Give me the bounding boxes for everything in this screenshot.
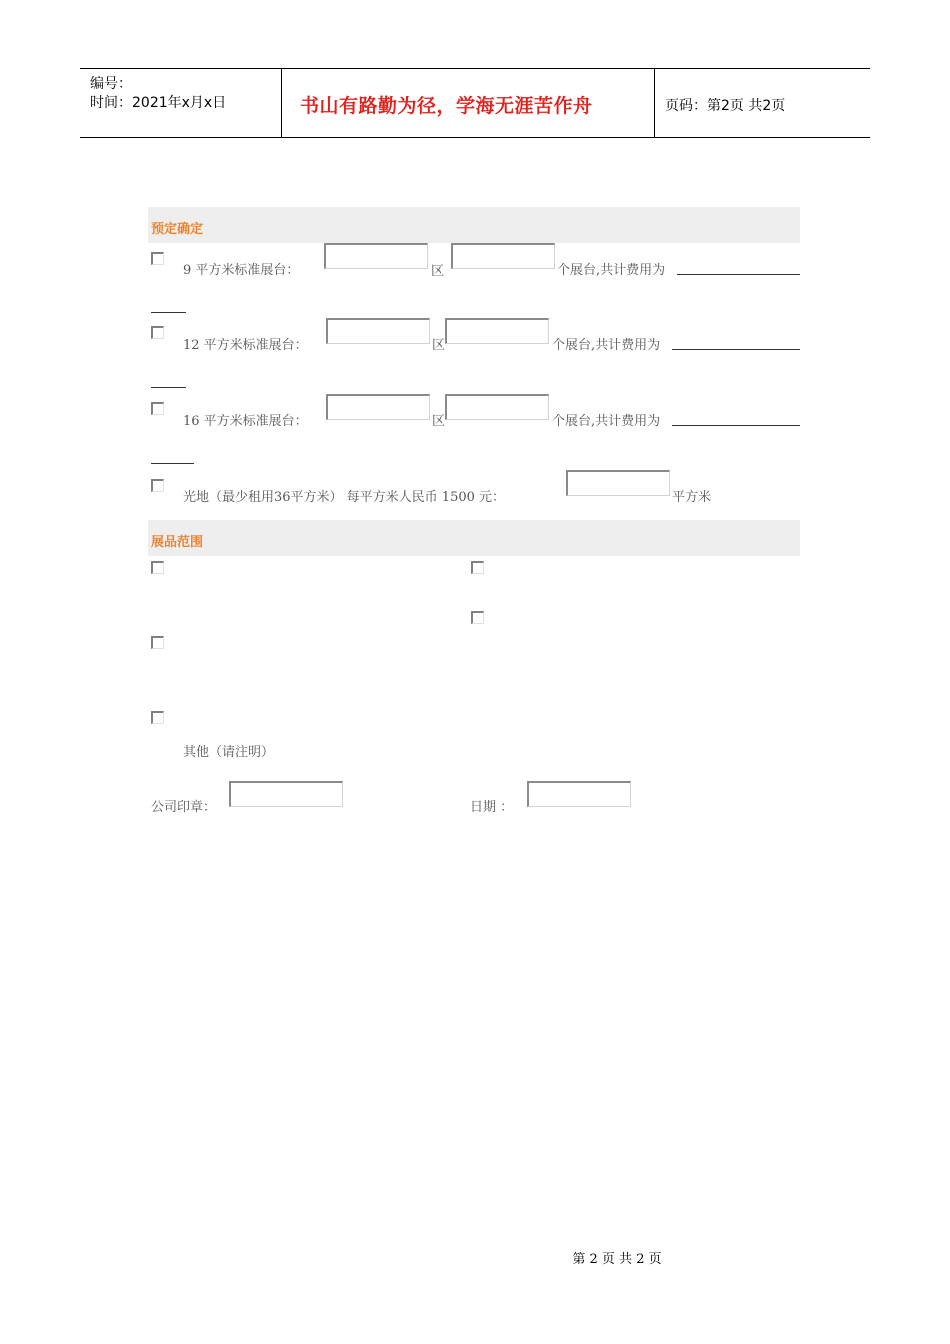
booth-12sqm-count-input[interactable] <box>445 318 549 344</box>
exhibit-option-checkbox[interactable] <box>471 561 484 574</box>
booth-12sqm-checkbox[interactable] <box>151 326 164 339</box>
page-footer <box>0 1248 950 1267</box>
company-seal-input[interactable] <box>229 781 343 807</box>
booking-section-title: 预定确定 <box>151 222 204 237</box>
exhibit-option-checkbox[interactable] <box>471 611 484 624</box>
booth-9sqm-fee-line-cont <box>151 312 186 313</box>
booth-9sqm-zone-input[interactable] <box>324 243 428 269</box>
booth-9sqm-suffix: 个展台,共计费用为 <box>557 263 666 278</box>
exhibit-other-label: 其他（请注明） <box>183 745 275 760</box>
page-header <box>80 68 870 138</box>
exhibit-other-checkbox[interactable] <box>151 711 164 724</box>
booth-9sqm-fee-line[interactable] <box>677 274 800 275</box>
raw-space-unit: 平方米 <box>672 490 712 505</box>
exhibit-option-checkbox[interactable] <box>151 636 164 649</box>
page-number-label: 页码：第2页 共2页 <box>665 98 786 114</box>
booking-section-header <box>148 207 800 243</box>
booth-16sqm-suffix: 个展台,共计费用为 <box>552 414 661 429</box>
header-motto-cell <box>282 69 655 137</box>
header-page-cell <box>655 69 870 137</box>
raw-space-label: 光地（最少租用36平方米） 每平方米人民币 1500 元： <box>183 490 506 505</box>
exhibit-option-checkbox[interactable] <box>151 561 164 574</box>
booth-12sqm-fee-line[interactable] <box>672 349 800 350</box>
booth-12sqm-zone-input[interactable] <box>326 318 430 344</box>
booth-12sqm-zone-label: 区 <box>432 338 446 353</box>
raw-space-area-input[interactable] <box>566 470 670 496</box>
exhibits-section-title: 展品范围 <box>151 535 204 550</box>
number-label: 编号： <box>90 76 132 92</box>
booth-9sqm-zone-label: 区 <box>431 264 445 279</box>
header-info-cell <box>80 69 282 137</box>
footer-page-number: 第 2 页 共 2 页 <box>572 1252 662 1267</box>
booth-12sqm-label: 12 平方米标准展台： <box>183 338 308 353</box>
booth-16sqm-zone-label: 区 <box>432 414 446 429</box>
booth-16sqm-checkbox[interactable] <box>151 402 164 415</box>
booth-9sqm-count-input[interactable] <box>451 243 555 269</box>
booth-9sqm-label: 9 平方米标准展台： <box>183 263 300 278</box>
booth-16sqm-zone-input[interactable] <box>326 394 430 420</box>
motto-text: 书山有路勤为径，学海无涯苦作舟 <box>300 95 593 117</box>
time-label: 时间：2021年x月x日 <box>90 95 227 111</box>
booth-12sqm-fee-line-cont <box>151 387 186 388</box>
booth-12sqm-suffix: 个展台,共计费用为 <box>552 338 661 353</box>
booth-16sqm-fee-line[interactable] <box>672 425 800 426</box>
exhibits-section-header <box>148 520 800 556</box>
booth-16sqm-label: 16 平方米标准展台： <box>183 414 308 429</box>
raw-space-checkbox[interactable] <box>151 479 164 492</box>
company-seal-label: 公司印章： <box>151 800 217 815</box>
date-input[interactable] <box>527 781 631 807</box>
booth-9sqm-checkbox[interactable] <box>151 252 164 265</box>
booth-16sqm-count-input[interactable] <box>445 394 549 420</box>
date-label: 日期 ： <box>470 800 514 815</box>
booth-16sqm-fee-line-cont <box>151 463 194 464</box>
